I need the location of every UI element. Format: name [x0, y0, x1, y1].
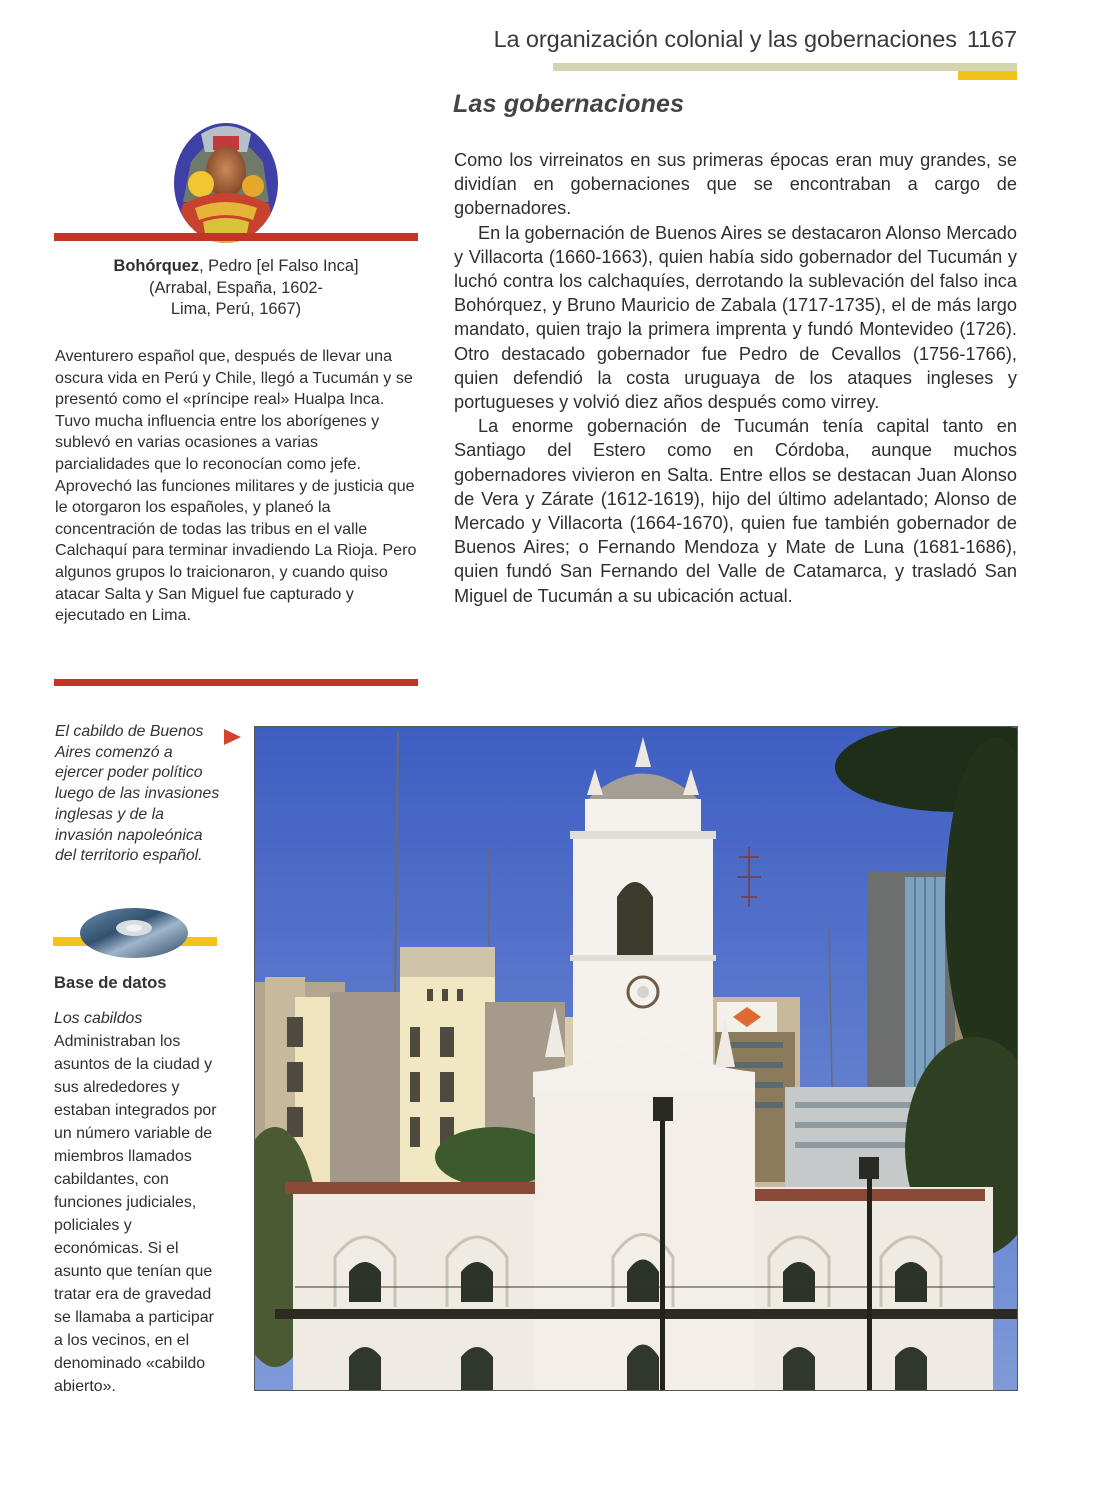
paragraph: La enorme gobernación de Tucumán tenía capital tanto en Santiago del Estero como en Córdoba, aunque muchos gobernadores vivieron en Salta. Entre ellos se destacan Juan Alonso de Vera y Zárate (1612-1619), hijo del último adelantado; Alonso de Mercado y Villacorta (1664-1670), quien fue también gobernador de Buenos Aires; o Fernando Mendoza y Mate de Luna (1681-1686), quien fundó San Fernando del Valle de Catamarca, y trasladó San Miguel de Tucumán a su ubicación actual. — [454, 416, 1017, 606]
header-rule — [553, 63, 1017, 71]
running-header — [449, 26, 1017, 53]
paragraph: Como los virreinatos en sus primeras épocas eran muy grandes, se dividían en gobernaciones que se encontraban a cargo de gobernadores. — [454, 150, 1017, 219]
paragraph: En la gobernación de Buenos Aires se destacaron Alonso Mercado y Villacorta (1660-1663), quien había sido gobernador del Tucumán y luchó contra los calchaquíes, derrotando la sublevación del falso inca Bohórquez, y Bruno Mauricio de Zabala (1717-1735), el de más largo mandato, quien trajo la primera imprenta y fundó Montevideo (1726). Otro destacado gobernador fue Pedro de Cevallos (1756-1766), quien defendió la costa uruguaya de los ataques ingleses y portugueses y volvió diez años después como virrey. — [454, 222, 1017, 413]
database-body: Administraban los asuntos de la ciudad y sus alrededores y estaban integrados por un número variable de miembros llamados cabildantes, con funciones judiciales, policiales y económicas. Si el asunto que tenían que tratar era de gravedad se llamaba a participar a los vecinos, en el denominado «cabildo abierto». — [54, 1033, 217, 1395]
page-number: 1167 — [966, 26, 1017, 52]
biography-rule-top — [54, 233, 418, 241]
cabildo-photo — [254, 726, 1018, 1391]
biography-name: Bohórquez — [113, 257, 200, 275]
inca-portrait-icon — [173, 122, 279, 244]
biography-rule-bottom — [54, 679, 418, 686]
biography-name-rest: , Pedro [el Falso Inca] — [199, 257, 359, 275]
cd-disc-icon — [78, 906, 190, 960]
photo-caption: El cabildo de Buenos Aires comenzó a ejercer poder político luego de las invasiones inglesas y de la invasión napoleónica del territorio español. — [55, 723, 220, 865]
main-body-text — [454, 148, 1017, 608]
database-title: Base de datos — [54, 973, 167, 992]
biography-death: Lima, Perú, 1667) — [170, 300, 302, 318]
header-accent-bar — [958, 71, 1017, 80]
biography-text: Aventurero español que, después de llevar una oscura vida en Perú y Chile, llegó a Tucumán y se presentó como el «príncipe real» Hualpa Inca. Tuvo mucha influencia entre los aborígenes y sublevó en varias ocasiones a varias parcialidades que lo reconocían como jefe. Aprovechó las funciones militares y de justicia que le otorgaron los españoles, y planeó la concentración de todas las tribus en el valle Calchaquí para terminar invadiendo La Rioja. Pero algunos grupos lo traicionaron, y cuando quiso atacar Salta y San Miguel fue capturado y ejecutado en Lima. — [55, 347, 417, 625]
database-subtitle: Los cabildos — [54, 1010, 143, 1027]
section-title: Las gobernaciones — [453, 90, 685, 118]
biography-heading — [54, 256, 418, 321]
running-title: La organización colonial y las gobernaciones — [493, 26, 957, 52]
biography-origin: (Arrabal, España, 1602- — [148, 278, 324, 297]
database-text — [54, 1007, 224, 1398]
triangle-right-icon — [222, 728, 242, 746]
